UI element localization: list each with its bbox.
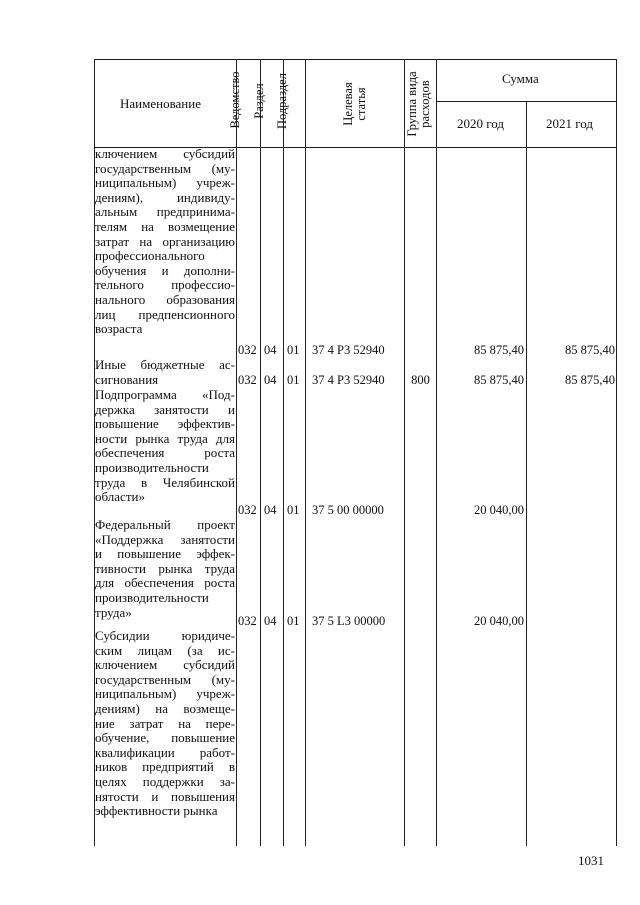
page-number: 1031 (578, 853, 604, 868)
cell-gruppa: 800 (411, 373, 430, 387)
name-line: для обеспечения роста (95, 575, 235, 591)
header-podrazdel: Подраздел (275, 73, 289, 129)
name-line: ниципальным) учреж- (95, 175, 235, 191)
name-line: дениям) на возмеще- (95, 700, 235, 716)
name-line: области» (95, 489, 145, 505)
cell-ved: 032 (238, 373, 257, 387)
table-row-name (95, 518, 235, 620)
header-summa: Сумма (502, 71, 539, 86)
cell-razdel: 04 (264, 503, 277, 517)
name-line: нального образования (95, 291, 235, 307)
cell-razdel: 04 (264, 614, 277, 628)
name-line: ниципальным) учреж- (95, 686, 235, 702)
cell-sum-2021: 85 875,40 (565, 343, 615, 357)
cell-sum-2020: 85 875,40 (474, 373, 524, 387)
name-line: лиц предпенсионного (95, 306, 235, 322)
cell-celevaya: 37 4 P3 52940 (312, 343, 385, 357)
table-row-name (95, 358, 235, 387)
cell-sum-2020: 85 875,40 (474, 343, 524, 357)
name-line: обучения и дополни- (95, 262, 235, 278)
name-line: ским лицам (за ис- (95, 642, 235, 658)
name-line: ности рынка труда для (95, 430, 235, 446)
header-vedomstvo: Ведомство (228, 71, 242, 129)
cell-podrazdel: 01 (287, 503, 300, 517)
name-line: Субсидии юридиче- (95, 628, 235, 643)
col-border-ved (236, 59, 237, 846)
name-line: Иные бюджетные ас- (95, 357, 235, 372)
name-line: квалификации работ- (95, 744, 235, 760)
name-line: производительности (95, 589, 209, 605)
header-gruppa-line1: Группа вида (405, 71, 419, 137)
name-line: тивности рынка труда (95, 560, 235, 576)
name-line: возраста (95, 321, 143, 337)
cell-podrazdel: 01 (287, 373, 300, 387)
name-line: труда» (95, 604, 132, 620)
header-year-2021: 2021 год (546, 116, 593, 131)
name-line: дениям), индивиду- (95, 189, 235, 205)
cell-podrazdel: 01 (287, 343, 300, 357)
name-line: «Поддержка занятости (95, 531, 235, 547)
col-border-summa (436, 59, 437, 846)
col-border-right (616, 59, 617, 846)
col-border-podrazdel (283, 59, 284, 846)
header-celevaya-line1: Целевая (341, 82, 355, 126)
name-line: нятости и повышения (95, 788, 235, 804)
cell-razdel: 04 (264, 343, 277, 357)
name-line: ключением субсидий (95, 657, 235, 673)
name-line: ников предприятий в (95, 759, 235, 775)
col-border-razdel (260, 59, 261, 846)
cell-sum-2020: 20 040,00 (474, 614, 524, 628)
name-line: труда в Челябинской (95, 474, 235, 490)
cell-celevaya: 37 5 L3 00000 (312, 614, 386, 628)
name-line: телям на возмещение (95, 218, 235, 234)
name-line: обучение, повышение (95, 730, 235, 746)
table-row-name (95, 388, 235, 505)
cell-podrazdel: 01 (287, 614, 300, 628)
cell-ved: 032 (238, 343, 257, 357)
table-row-name (95, 629, 235, 819)
header-gruppa (406, 65, 434, 143)
header-celevaya-line2: статья (354, 87, 368, 121)
name-line: и повышение эффек- (95, 546, 235, 562)
cell-celevaya: 37 5 00 00000 (312, 503, 384, 517)
cell-sum-2020: 20 040,00 (474, 503, 524, 517)
col-border-gruppa (404, 59, 405, 846)
name-line: ключением субсидий (95, 146, 235, 161)
name-line: обеспечения роста (95, 445, 235, 461)
name-line: затрат на организацию (95, 233, 235, 249)
header-gruppa-line2: расходов (418, 80, 432, 128)
name-line: сигнования (95, 371, 159, 387)
name-line: ние затрат на пере- (95, 715, 235, 731)
header-razdel: Раздел (252, 83, 266, 119)
cell-ved: 032 (238, 614, 257, 628)
header-name: Наименование (120, 96, 201, 111)
col-border-celevaya (305, 59, 306, 846)
table-row-name (95, 147, 235, 337)
name-line: Подпрограмма «Под- (95, 387, 235, 402)
cell-razdel: 04 (264, 373, 277, 387)
name-line: целях поддержки за- (95, 773, 235, 789)
name-line: Федеральный проект (95, 517, 235, 532)
table-top-border (94, 59, 617, 60)
cell-celevaya: 37 4 P3 52940 (312, 373, 385, 387)
name-line: государственным (му- (95, 671, 235, 687)
header-year-2020: 2020 год (457, 116, 504, 131)
name-line: производительности (95, 459, 209, 475)
header-celevaya (342, 65, 370, 143)
name-line: государственным (му- (95, 160, 235, 176)
name-line: профессионального (95, 248, 205, 264)
name-line: повышение эффектив- (95, 416, 235, 432)
cell-sum-2021: 85 875,40 (565, 373, 615, 387)
col-border-year (526, 101, 527, 846)
name-line: тельного профессио- (95, 277, 235, 293)
cell-ved: 032 (238, 503, 257, 517)
name-line: альным предпринима- (95, 204, 235, 220)
name-line: держка занятости и (95, 401, 235, 417)
name-line: эффективности рынка (95, 803, 218, 819)
